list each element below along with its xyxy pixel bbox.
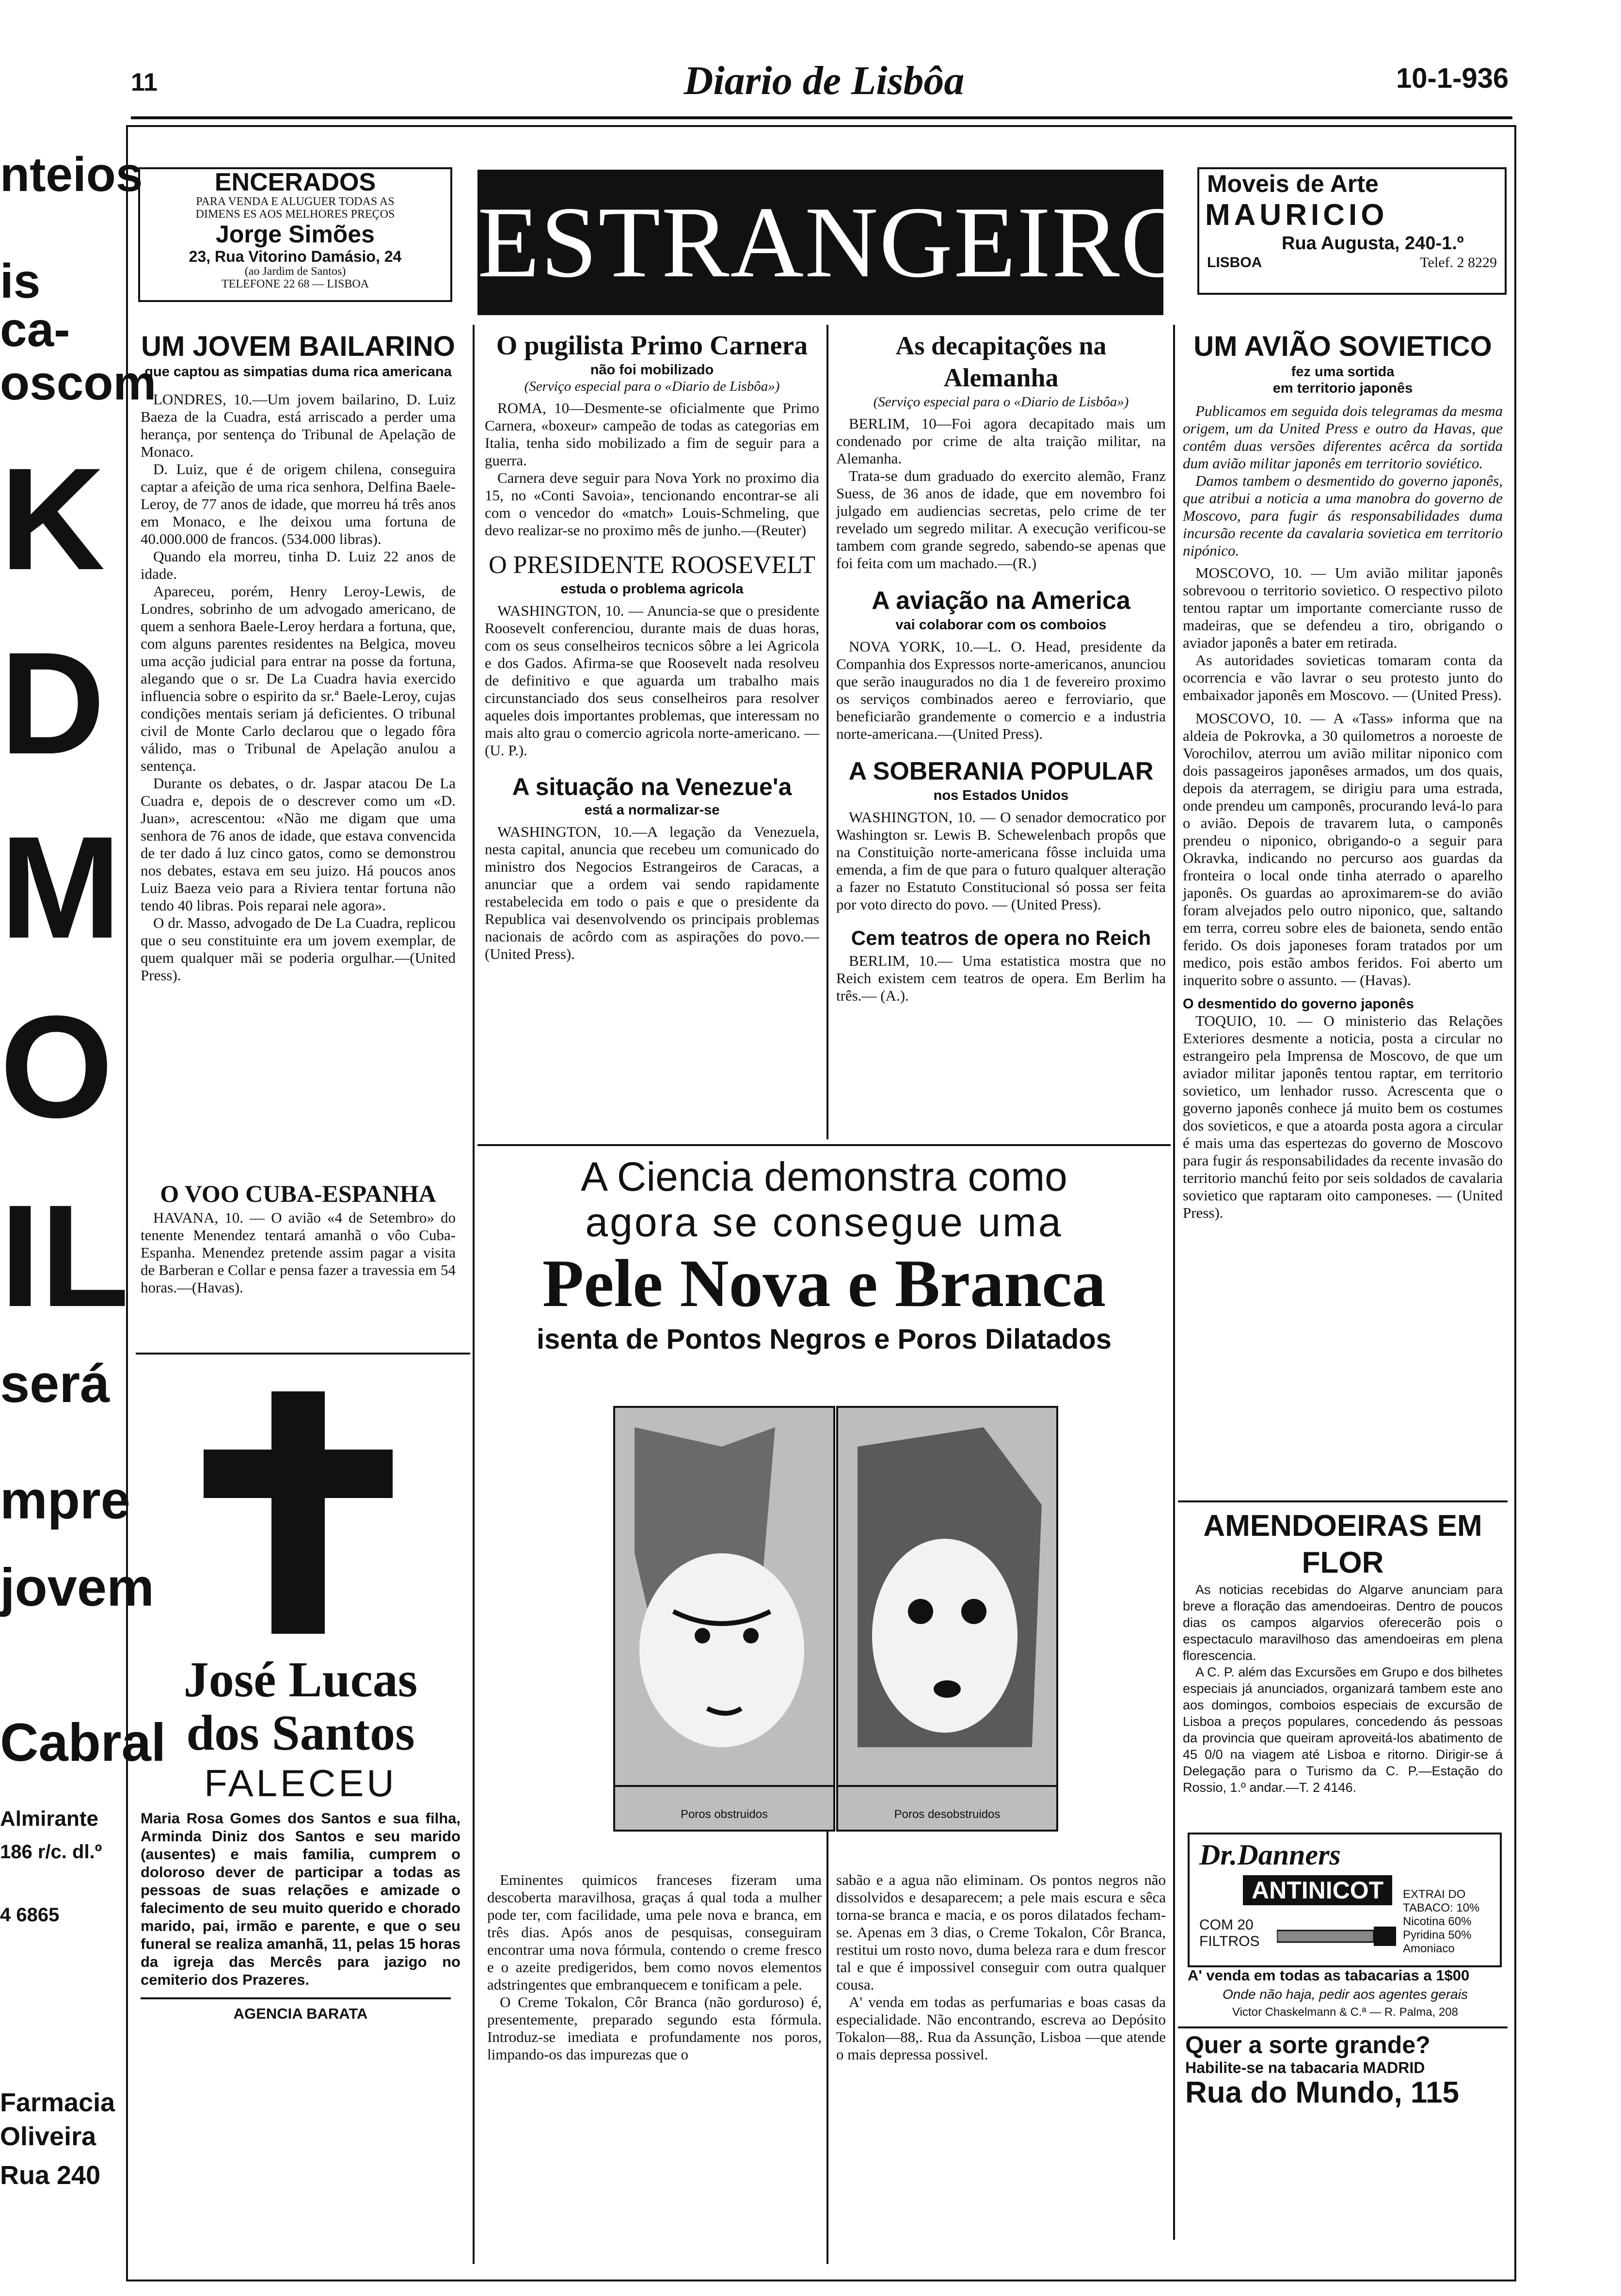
ad-encerados-line: (ao Jardim de Santos) [244, 265, 346, 278]
paragraph: BERLIM, 10—Foi agora decapitado mais um condenado por crime de alta traição militar, na Alemanha. [836, 415, 1166, 467]
ad-moveis [1197, 167, 1507, 295]
ad-encerados [138, 167, 452, 302]
article-bailarino [141, 330, 456, 984]
paragraph: WASHINGTON, 10.—A legação da Venezuela, nesta capital, anuncia que recebeu um comunicado do ministro dos Negocios Estrangeiros de Caracas, a anunciar que a ordem vai sendo rapidamente restabelecida em todo o pais e que o presidente da Republica vai desenvolvendo os principais problemas nacionais de acôrdo com as aspirações do povo.—(United Press). [485, 823, 819, 962]
edge-fragment: 4 6865 [0, 1904, 60, 1926]
edge-fragment: M [0, 806, 121, 969]
cross-icon [141, 1382, 461, 1639]
section-banner [477, 170, 1195, 315]
paragraph: Trata-se dum graduado do exercito alemão, Franz Suess, de 36 anos de idade, que em novembro foi julgado em audiencias secretas, pelo crime de ter revelado um segredo militar. A execução verificou-se tambem com grande segredo, sabendo-se apenas que foi feita com um machado.—(R.) [836, 467, 1166, 572]
ad-antinicot-left: COM 20 FILTROS [1199, 1917, 1260, 1949]
article-subtitle: nos Estados Unidos [933, 788, 1069, 803]
masthead: Diario de Lisbôa [683, 58, 965, 103]
edge-fragment: D [0, 622, 105, 784]
article-subtitle: que captou as simpatias duma rica americana [144, 364, 452, 380]
left-edge-fragments [0, 131, 166, 2264]
article-voo [141, 1178, 456, 1296]
paragraph: Quando ela morreu, tinha D. Luiz 22 anos de idade. [141, 548, 456, 582]
paragraph: TOQUIO, 10. — O ministerio das Relações Exteriores desmente a noticia, posta a circular no estrangeiro pela Imprensa de Moscovo, de que um aviador militar japonês tentou raptar, em territorio sovietico, um lenhador russo. Acrescenta que o governo japonês conhece já muito bem os costumes dos sovieticos, e que a atoarda posta agora a circular é mais uma das espertezas do governo de Moscovo para fugir ás responsabilidades da recente invasão do territorio manchú feito por seis soldados de cavalaria sovietico que raptaram oito camponeses. — (United Press). [1183, 1012, 1503, 1221]
ad-sorte-line: Rua do Mundo, 115 [1185, 2076, 1459, 2109]
ad-antinicot-text [1188, 1966, 1503, 2021]
edge-fragment: is ca- [0, 254, 70, 357]
ad-moveis-address: Rua Augusta, 240-1.º [1282, 233, 1464, 254]
paragraph: BERLIM, 10.— Uma estatistica mostra que no Reich existem cem teatros de opera. Em Berlim ha três.— (A.). [836, 952, 1166, 1004]
obituary-text: Maria Rosa Gomes dos Santos e sua filha, Arminda Diniz dos Santos e seu marido (ausentes) e mais familia, cumprem o doloroso dever de participar a todas as pessoas de suas relações e amizade o falecimento de seu muito querido e chorado marido, pai, irmão e parente, e que o seu funeral se realiza amanhã, 11, pelas 15 horas da igreja das Mercês para jazigo no cemiterio dos Prazeres. [141, 1810, 461, 1988]
article-title: O pugilista Primo Carnera [496, 331, 808, 361]
paragraph: Damos tambem o desmentido do governo japonês, que atribui a noticia a uma manobra do governo de Moscovo, para fugir ás responsabilidades duma incursão recente da cavalaria sovietica em territorio nipónico. [1183, 472, 1503, 559]
illustration-caption: Poros obstruidos [680, 1808, 768, 1821]
article-amendoeiras [1183, 1508, 1503, 1796]
ad-encerados-address: 23, Rua Vitorino Damásio, 24 [189, 248, 402, 265]
ad-tokalon-title: Pele Nova e Branca [542, 1246, 1106, 1321]
obituary-faleceu: FALECEU [204, 1762, 397, 1804]
ad-antinicot [1188, 1833, 1502, 1967]
ad-encerados-name: Jorge Simões [216, 221, 375, 248]
paragraph: O Creme Tokalon, Côr Branca (não gorduroso) é, presentemente, preparado segundo esta fórmula. Introduz-se imediata e profundamente nos poros, limpando-os das impurezas que o [487, 1993, 822, 2063]
ad-sorte-line: Quer a sorte grande? [1185, 2031, 1430, 2058]
paragraph: sabão e a agua não eliminam. Os pontos negros não dissolvidos e desaparecem; a pele mais escura e sêca torna-se branca e macia, e os poros dilatados fecham-se. Apenas em 3 dias, o Creme Tokalon, Côr Branca, restitui um rosto novo, duma beleza rara e dum frescor tal e que é impossivel conseguir com outra qualquer cousa. [836, 1871, 1166, 1993]
article-title: UM JOVEM BAILARINO [141, 331, 455, 362]
paragraph: O dr. Masso, advogado de De La Cuadra, replicou que o seu constituinte era um jovem exemplar, de quem qualquer mãi se poderia orgulhar.—(United Press). [141, 914, 456, 984]
paragraph: MOSCOVO, 10. — A «Tass» informa que na aldeia de Pokrovka, a 30 quilometros a noroeste de Vorochilov, aterrou um avião militar niponico com dois passageiros japonêses armados, um dos quais, depois da aterragem, se dirigiu para uma estrada, onde prendeu um camponês, procurando levá-lo para o avião. Depois de travarem luta, o camponês prendeu o niponico, obrigando-o a seguir para Okravka, indicando no percurso aos guardas da fronteira o local onde tinha aterrado o aparelho japonês. Os guardas ao aproximarem-se do avião foram alvejados pelo outro niponico, que, saltando em terra, correu sobre eles de baioneta, sendo então ferido. Os dois japoneses foram tratados por um medico, pois estão ambos feridos. Foi aberto um inquerito sobre o assunto. — (Havas). [1183, 710, 1503, 989]
article-note: (Serviço especial para o «Diario de Lisbôa») [524, 379, 780, 394]
article-title: UM AVIÃO SOVIETICO [1193, 331, 1492, 362]
edge-fragment: Cabral [0, 1713, 166, 1772]
obituary-name: José Lucas [183, 1652, 418, 1707]
edge-fragment: O [0, 985, 113, 1148]
ad-moveis-phone: Telef. 2 8229 [1420, 255, 1497, 271]
ad-moveis-city: LISBOA [1207, 255, 1262, 271]
paragraph: HAVANA, 10. — O avião «4 de Setembro» do tenente Menendez tentará amanhã o vôo Cuba-Espanha. Menendez pretende assim pagar a visita de Barberan e Collar e pensa fazer a travessia em 54 horas.—(Havas). [141, 1209, 456, 1296]
ad-antinicot-right: EXTRAI DO TABACO: 10% Nicotina 60% Pyridina 50% Amoniaco [1403, 1888, 1480, 1955]
cigarette-holder-icon [1277, 1917, 1398, 1956]
paragraph: A' venda em todas as perfumarias e boas casas da especialidade. Não encontrando, escreva ao Depósito Tokalon—88,. Rua da Assunção, Lisboa —que atende o mais depressa possivel. [836, 1993, 1166, 2063]
paragraph: As autoridades sovieticas tomaram conta da ocorrencia e vão lavrar o seu protesto junto do embaixador japonês em Moscovo. — (United Press). [1183, 652, 1503, 703]
paragraph: WASHINGTON, 10. — O senador democratico por Washington sr. Lewis B. Schewelenbach propôs que na Constituição norte-americana fôsse incluida uma emenda, a fim de que para o futuro qualquer alteração a fazer no Estatuto Constitucional só possa ser feita por voto directo do povo. — (United Press). [836, 809, 1166, 913]
edge-fragment: mpre [0, 1470, 130, 1530]
face-illustration-icon [615, 1408, 833, 1830]
ad-antinicot-line: Victor Chaskelmann & C.ª — R. Palma, 208 [1232, 2006, 1458, 2019]
illustration-left [613, 1406, 835, 1832]
paragraph: ROMA, 10—Desmente-se oficialmente que Primo Carnera, «boxeur» campeão de todas as categorias em Italia, tenha sido mobilizado a fim de seguir para a guerra. [485, 399, 819, 469]
ad-encerados-phone: TELEFONE 22 68 — LISBOA [222, 278, 369, 290]
ad-encerados-line: DIMENS ES AOS MELHORES PREÇOS [195, 208, 395, 221]
article-subtitle: está a normalizar-se [584, 802, 720, 818]
ad-tokalon-subtitle: isenta de Pontos Negros e Poros Dilatados [536, 1323, 1112, 1355]
edge-fragment: Almirante [0, 1807, 98, 1831]
article-title: O VOO CUBA-ESPANHA [160, 1180, 436, 1207]
paragraph: WASHINGTON, 10. — Anuncia-se que o presidente Roosevelt conferenciou, durante mais de duas horas, com os seus conselheiros tecnicos sôbre a lei Agricola e dos Gados. Afirma-se que Roosevelt nada resolveu de definitivo e que aguarda um trabalho mais circunstanciado dos seus conselheiros para resolver aqueles dois importantes problemas, que interessam no mais alto grau o comercio agricola norte-americano. — (U. P.). [485, 602, 819, 759]
ad-tokalon-headline: A Ciencia demonstra como [581, 1154, 1067, 1199]
edge-fragment: IL [0, 1174, 129, 1337]
article-title: A aviação na America [872, 587, 1130, 615]
article-subtitle: O desmentido do governo japonês [1183, 996, 1414, 1012]
article-subtitle: estuda o problema agricola [560, 581, 744, 597]
illustration-caption: Poros desobstruidos [894, 1808, 1001, 1821]
paragraph: Eminentes quimicos franceses fizeram uma descoberta maravilhosa, graças á qual toda a mulher pode ter, com facilidade, uma pele nova e branca, em três dias. Após anos de pesquisas, conseguiram encontrar uma nova fórmula, contendo o creme fresco e o azeite predigeridos, bem como novos elementos adstringentes que embranquecem e tonificam a pele. [487, 1871, 822, 1993]
obituary-agency: AGENCIA BARATA [233, 2005, 368, 2022]
obituary [141, 1382, 461, 2028]
edge-fragment: Farmacia [0, 2088, 115, 2117]
section-title: ESTRANGEIRO [477, 186, 1195, 299]
ad-tokalon-headline: agora se consegue uma [585, 1199, 1063, 1245]
edge-fragment: Oliveira [0, 2122, 96, 2151]
ad-antinicot-name: ANTINICOT [1243, 1875, 1392, 1905]
article-title: A situação na Venezue'a [512, 773, 792, 800]
ad-antinicot-line: Onde não haja, pedir aos agentes gerais [1223, 1987, 1468, 2002]
edge-fragment: será [0, 1354, 110, 1414]
edge-fragment: Rua 240 [0, 2161, 101, 2190]
paragraph: Apareceu, porém, Henry Leroy-Lewis, de Londres, sobrinho de um advogado americano, de quem a senhora Baele-Leroy herdara a fortuna, que, com alguns parentes residentes na Belgica, moveu uma acção judicial para entrar na posse da fortuna, alegando que o sr. De La Cuadra havia exercido influencia sobre o espirito da sr.ª Baele-Leroy, cujas condições mentais seriam já deficientes. O tribunal civil de Monte Carlo declarou que o legado fôra válido, mas o Tribunal de Apelação anulou a sentença. [141, 583, 456, 774]
ad-tokalon-text-right [836, 1871, 1166, 2063]
ad-encerados-title: ENCERADOS [214, 168, 376, 196]
paragraph: D. Luiz, que é de origem chilena, conseguira captar a afeição de uma rica senhora, Delfina Baele-Leroy, de 77 anos de idade, que morreu há três anos em Monaco, e lhe deixou uma fortuna de 40.000.000 de francos. (534.000 libras). [141, 461, 456, 547]
article-title: As decapitações na Alemanha [895, 331, 1107, 392]
article-note: (Serviço especial para o «Diario de Lisbôa») [873, 394, 1129, 410]
article-title: O PRESIDENTE ROOSEVELT [488, 551, 816, 579]
paragraph: NOVA YORK, 10.—L. O. Head, presidente da Companhia dos Expressos norte-americanos, anunciou que serão inaugurados no dia 1 de fevereiro proximo os serviços combinados aereo e ferroviario, que beneficiarão grandemente o comercio e a industria norte-americana.—(United Press). [836, 638, 1166, 742]
edge-fragment: 186 r/c. dl.º [0, 1841, 102, 1863]
illustration-right [836, 1406, 1058, 1832]
ad-encerados-line: PARA VENDA E ALUGUER TODAS AS [196, 195, 395, 208]
article-subtitle: vai colaborar com os comboios [895, 617, 1107, 633]
edge-fragment: jovem [0, 1558, 154, 1617]
article-subtitle: não foi mobilizado [590, 362, 714, 378]
obituary-name: dos Santos [186, 1705, 415, 1761]
paragraph: LONDRES, 10.—Um jovem bailarino, D. Luiz Baeza de la Cuadra, está arriscado a perder uma herança, por sentença do Tribunal de Apelação de Monaco. [141, 391, 456, 460]
ad-moveis-name: MAURICIO [1205, 198, 1388, 232]
edge-fragment: nteios [0, 147, 143, 202]
article-decapitacoes [836, 330, 1166, 1004]
woman-illustration-icon [838, 1408, 1056, 1830]
ad-antinicot-brand: Dr.Danners [1199, 1839, 1341, 1871]
article-subtitle: fez uma sortida [1291, 364, 1395, 380]
paragraph: Carnera deve seguir para Nova York no proximo dia 15, no «Conti Savoia», tencionando encontrar-se ali com o vencedor do «match» Louis-Schmeling, que devo realizar-se no proximo mês de junho.—(Reuter) [485, 469, 819, 539]
edge-fragment: oscom [0, 356, 157, 410]
ad-sorte-grande [1185, 2031, 1505, 2109]
page-number: 11 [131, 68, 158, 96]
ad-moveis-title: Moveis de Arte [1207, 170, 1379, 197]
article-title: AMENDOEIRAS EM FLOR [1203, 1509, 1482, 1579]
paragraph: MOSCOVO, 10. — Um avião militar japonês sobrevoou o territorio sovietico. O respectivo piloto tentou raptar um importante comerciante russo de madeiras, que se defendeu a tiro, obrigando o aviador japonês a bater em retirada. [1183, 564, 1503, 651]
ad-antinicot-line: A' venda em todas as tabacarias a 1$00 [1188, 1967, 1470, 1984]
edge-fragment: K [0, 437, 105, 600]
article-carnera [485, 330, 819, 963]
paragraph: Publicamos em seguida dois telegramas da mesma origem, um da United Press e outro da Havas, que contêm duas versões diferentes acêrca da sortida dum avião militar japonês em territorio soviético. [1183, 402, 1503, 472]
ad-tokalon-text-left [487, 1871, 822, 2063]
article-title: A SOBERANIA POPULAR [848, 757, 1154, 785]
ad-tokalon [480, 1154, 1168, 1356]
article-subtitle: em territorio japonês [1272, 381, 1413, 396]
paragraph: Durante os debates, o dr. Jaspar atacou De La Cuadra e, depois de o descrever como um «D. Juan», acrescentou: «Não me digam que uma senhora de 76 anos de idade, que estava convencida de ter dado á luz cinco gatos, como se demonstrou nos debates, estava em seu juizo. Há poucos anos Luiz Baeza veio para a Riviera tentar fortuna não tendo 40 libras. Pois reparai nele agora». [141, 775, 456, 914]
paragraph: A C. P. além das Excursões em Grupo e dos bilhetes especiais já anunciados, organizará tambem este ano aos domingos, comboios especiais de excursão de Lisboa a preços populares, concedendo ás pessoas da provincia que queiram aproveitá-los abatimento de 45 0/0 na viagem até Lisboa e ritorno. Dirigir-se á Delegação para o Turismo da C. P.—Estação do Rossio, 1.º andar.—T. 2 4146. [1183, 1665, 1503, 1795]
article-aviao-sovietico [1183, 330, 1503, 1222]
paragraph: As noticias recebidas do Algarve anunciam para breve a floração das amendoeiras. Dentro de poucos dias os campos algarvios oferecerão pois o espectaculo maravilhoso das amendoeiras em plena florescencia. [1183, 1582, 1503, 1663]
ad-sorte-line: Habilite-se na tabacaria MADRID [1185, 2059, 1425, 2076]
page-date: 10-1-936 [1396, 63, 1509, 94]
article-title: Cem teatros de opera no Reich [851, 926, 1151, 949]
